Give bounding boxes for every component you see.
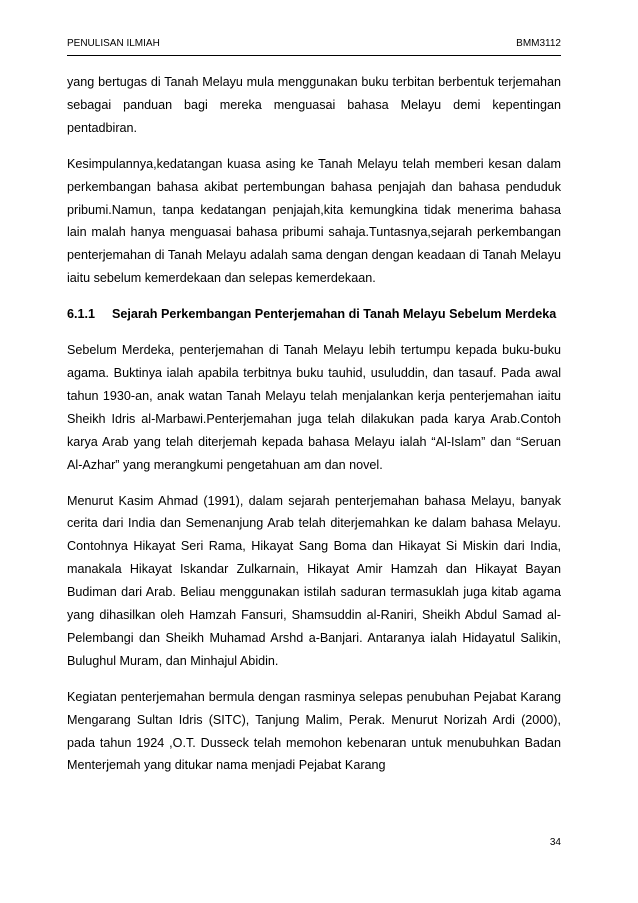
section-heading [67, 303, 561, 326]
header-course-title: PENULISAN ILMIAH [67, 38, 160, 49]
section-heading-title: Sejarah Perkembangan Penterjemahan di Tanah Melayu Sebelum Merdeka [112, 307, 557, 322]
header-course-code: BMM3112 [516, 38, 561, 49]
page-number: 34 [549, 837, 561, 848]
paragraph-before-independence: Sebelum Merdeka, penterjemahan di Tanah Melayu lebih tertumpu kepada buku-buku agama. Buktinya ialah apabila terbitnya buku tauhid, usuluddin, dan tasauf. Pada awal tahun 1930-an, anak watan Tanah Melayu telah menjalankan kerja penterjemahan iaitu Sheikh Idris al-Marbawi.Penterjemahan juga telah dilakukan pada karya Arab.Contoh karya Arab yang telah diterjemah kepada bahasa Melayu ialah “Al-Islam” dan “Seruan Al-Azhar” yang merangkumi pengetahuan am dan novel. [67, 343, 561, 472]
paragraph-kasim-ahmad: Menurut Kasim Ahmad (1991), dalam sejarah penterjemahan bahasa Melayu, banyak cerita dari India dan Semenanjung Arab telah diterjemahkan ke dalam bahasa Melayu. Contohnya Hikayat Seri Rama, Hikayat Sang Boma dan Hikayat Si Miskin dari India, manakala Hikayat Iskandar Zulkarnain, Hikayat Amir Hamzah dan Hikayat Bayan Budiman dari Arab. Beliau menggunakan istilah saduran termasuklah juga kitab agama yang dihasilkan oleh Hamzah Fansuri, Shamsuddin al-Raniri, Sheikh Abdul Samad al-Pelembangi dan Sheikh Muhamad Arshd a-Banjari. Antaranya ialah Hidayatul Salikin, Bulughul Muram, dan Minhajul Abidin. [67, 493, 561, 668]
header-divider [67, 55, 561, 56]
paragraph-conclusion: Kesimpulannya,kedatangan kuasa asing ke Tanah Melayu telah memberi kesan dalam perkembangan bahasa akibat pertembungan bahasa penjajah dan bahasa penduduk pribumi.Namun, tanpa kedatangan penjajah,kita kemungkina tidak menerima bahasa lain malah hanya menguasai bahasa pribumi sahaja.Tuntasnya,sejarah perkembangan penterjemahan di Tanah Melayu adalah sama dengan dengan keadaan di Tanah Melayu iaitu sebelum kemerdekaan dan selepas kemerdekaan. [67, 156, 561, 286]
section-heading-number: 6.1.1 [67, 307, 96, 322]
page-header [67, 37, 561, 51]
paragraph-pejabat-karang: Kegiatan penterjemahan bermula dengan rasminya selepas penubuhan Pejabat Karang Mengarang Sultan Idris (SITC), Tanjung Malim, Perak. Menurut Norizah Ardi (2000), pada tahun 1924 ,O.T. Dusseck telah memohon kebenaran untuk menubuhkan Badan Menterjemah yang ditukar nama menjadi Pejabat Karang [67, 689, 561, 773]
document-body [67, 71, 561, 790]
paragraph-intro-continuation: yang bertugas di Tanah Melayu mula menggunakan buku terbitan berbentuk terjemahan sebagai panduan bagi mereka menguasai bahasa Melayu demi kepentingan pentadbiran. [67, 75, 561, 135]
